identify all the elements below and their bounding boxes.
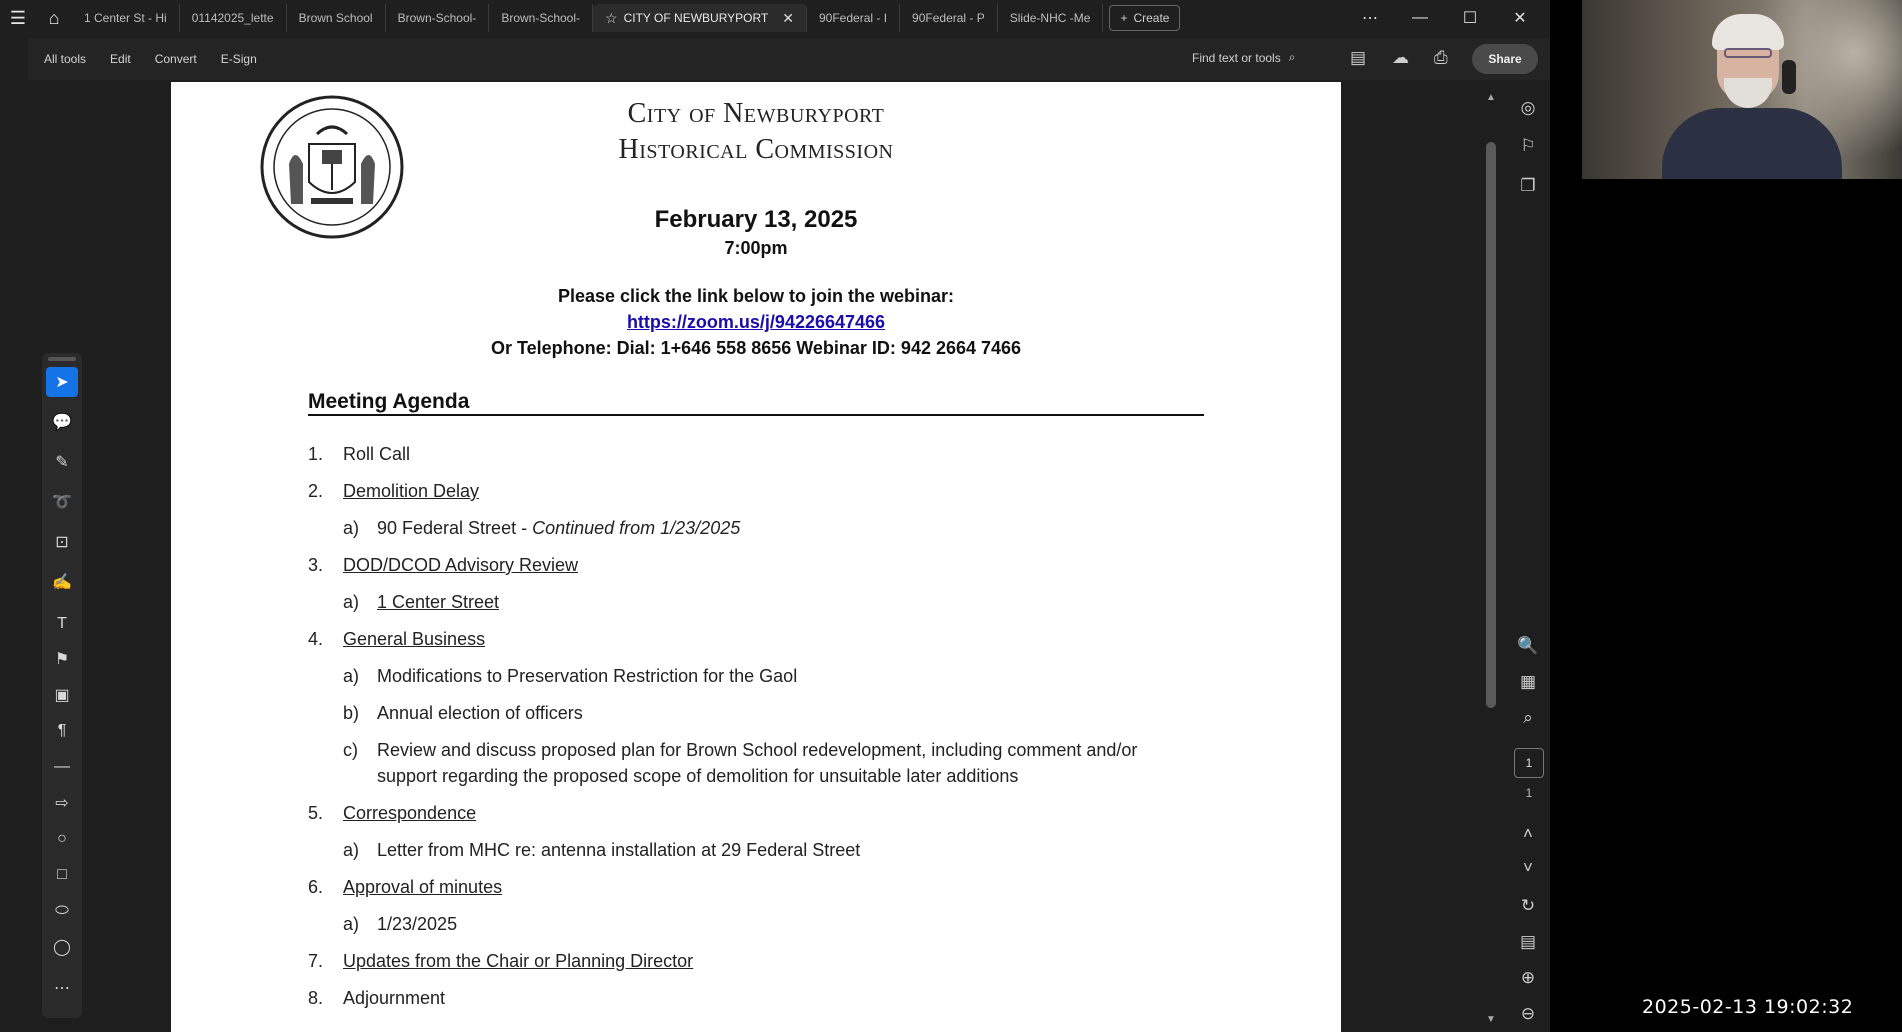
item-number: 7. [308,951,324,971]
telephone-info: Or Telephone: Dial: 1+646 558 8656 Webinar ID: 942 2664 7466 [490,338,1022,358]
zoom-out-icon[interactable]: ⊖ [1520,1004,1536,1023]
subitem-letter: a) [343,914,360,934]
subitem-text-line-1: Review and discuss proposed plan for Brown School redevelopment, including comment and/or [377,740,1138,760]
star-icon[interactable]: ☆ [605,9,618,26]
window-controls [1345,0,1545,36]
subitem-letter: a) [343,592,360,612]
export-pdf-icon[interactable]: ▦ [1519,672,1537,691]
line-tool-icon[interactable]: — [54,758,70,775]
subitem-main: 90 Federal Street - [377,518,533,538]
tab-4[interactable] [386,4,490,32]
tab-1[interactable] [72,4,180,32]
headset-icon [1782,60,1796,94]
participant-body [1662,108,1842,179]
previous-page-icon[interactable]: ˄ [1523,824,1533,843]
tab-label: CITY OF NEWBURYPORT [623,11,769,25]
subitem-continued: Continued from 1/23/2025 [532,518,741,538]
tab-label: Brown School [298,11,373,25]
lasso-draw-icon[interactable]: ➰ [52,494,72,511]
agenda-title: Meeting Agenda [308,390,470,413]
subitem-letter: a) [343,518,360,538]
ellipse-tool-icon[interactable]: ◯ [53,939,71,956]
create-button[interactable] [1109,5,1180,31]
find-tools-search[interactable] [1192,50,1295,65]
org-name-line-2: Historical Commission [618,134,894,165]
subitem-letter: c) [343,740,358,760]
ai-assistant-icon[interactable]: ◎ [1520,98,1536,117]
search-icon: ⌕ [1288,50,1296,64]
tab-bar [0,0,1550,36]
tab-label: Brown-School- [501,11,581,25]
create-label: Create [1133,11,1170,25]
subitem-text: Annual election of officers [377,703,583,723]
item-label: Demolition Delay [343,481,480,501]
tab-label: 90Federal - I [819,11,888,25]
close-window-icon[interactable]: ✕ [1513,10,1527,27]
find-in-document-icon[interactable]: 🔍 [1517,636,1539,655]
cloud-upload-icon[interactable]: ☁ [1392,48,1409,67]
rectangle-tool-icon[interactable]: □ [57,866,67,883]
tab-label: 01142025_lette [191,11,274,25]
tab-label: 90Federal - P [912,11,985,25]
zoom-in-icon[interactable]: ⊕ [1520,968,1536,987]
page-info-icon[interactable]: ▤ [1519,932,1537,951]
tab-label: Slide-NHC -Me [1009,11,1091,25]
plus-icon: + [1120,11,1128,25]
item-label: Adjournment [343,988,446,1008]
right-panel-rail [1506,82,1550,1032]
scroll-down-arrow-icon[interactable]: ▼ [1486,1014,1496,1025]
tab-2[interactable] [180,4,287,32]
menu-all-tools[interactable]: All tools [44,52,87,66]
bookmark-icon[interactable]: ⚑ [54,651,70,668]
item-number: 1. [308,444,324,464]
tab-8[interactable] [900,4,998,32]
subitem-text: Modifications to Preservation Restriction for the Gaol [377,666,798,686]
item-label: General Business [343,629,486,649]
webcam-video-feed [1582,0,1902,179]
tab-7[interactable] [807,4,900,32]
item-number: 3. [308,555,324,575]
edit-text-icon[interactable]: ¶ [57,722,67,739]
subitem-text: Letter from MHC re: antenna installation at 29 Federal Street [377,840,861,860]
org-name-line-1: City of Newburyport [627,98,885,129]
toolbar [28,38,1550,80]
subitem-text: 1 Center Street [377,592,500,612]
zoom-link[interactable]: https://zoom.us/j/94226647466 [626,312,886,332]
item-label: DOD/DCOD Advisory Review [343,555,579,575]
subitem-text-line-2: support regarding the proposed scope of demolition for unsuitable later additions [377,766,1019,786]
select-cursor-icon[interactable]: ➤ [46,367,78,397]
vertical-scrollbar[interactable] [1484,90,1498,1030]
maximize-icon[interactable]: ☐ [1462,10,1478,27]
tab-label: Brown-School- [397,11,477,25]
quick-tools-rail [42,353,82,1018]
polygon-tool-icon[interactable]: ⬭ [55,902,69,919]
add-text-icon[interactable]: T [57,615,67,632]
item-number: 5. [308,803,324,823]
scrollbar-thumb[interactable] [1486,142,1496,708]
arrow-tool-icon[interactable]: ⇨ [55,795,69,812]
text-recognition-icon[interactable]: ⊡ [55,534,69,551]
insert-image-icon[interactable]: ▣ [54,687,70,704]
next-page-icon[interactable]: ˅ [1523,858,1533,877]
subitem-letter: b) [343,703,360,723]
highlight-pen-icon[interactable]: ✎ [55,454,69,471]
total-pages: 1 [1525,786,1533,800]
find-tools-label: Find text or tools [1192,50,1281,65]
page-search-icon[interactable]: ⌕ [1523,708,1533,727]
meeting-time: 7:00pm [724,238,788,258]
current-page-input[interactable]: 1 [1514,748,1544,778]
tab-3[interactable] [287,4,386,32]
item-number: 6. [308,877,324,897]
bookmarks-panel-icon[interactable]: ⚐ [1520,136,1536,155]
item-label: Correspondence [343,803,477,823]
tab-label: 1 Center St - Hi [84,11,167,25]
subitem-text [377,518,740,539]
pages-panel-icon[interactable]: ❐ [1520,176,1536,195]
webinar-prompt: Please click the link below to join the webinar: [557,286,955,306]
item-label: Roll Call [343,444,411,464]
agenda-divider [308,414,1204,416]
menu-edit[interactable]: Edit [110,52,131,66]
document-area [28,82,1486,1032]
meeting-date: February 13, 2025 [654,206,858,233]
menu-esign[interactable]: E-Sign [220,52,257,66]
home-icon[interactable]: ⌂ [48,7,60,28]
scroll-up-arrow-icon[interactable]: ▲ [1486,92,1496,103]
more-options-icon[interactable]: ⋯ [1362,10,1378,27]
recording-timestamp: 2025-02-13 19:02:32 [1642,996,1854,1018]
tab-9[interactable] [998,4,1104,32]
more-tools-icon[interactable]: ⋯ [54,980,70,997]
sign-icon[interactable]: ✍ [52,574,72,591]
tab-active[interactable] [593,4,807,32]
save-icon[interactable]: ▤ [1350,48,1367,67]
close-icon[interactable]: ✕ [782,9,794,26]
item-label: Updates from the Chair or Planning Director [343,951,694,971]
tab-5[interactable] [489,4,593,32]
hamburger-menu-icon[interactable]: ☰ [9,7,27,28]
add-comment-icon[interactable]: 💬 [52,414,72,431]
subitem-text: 1/23/2025 [377,914,458,934]
rail-drag-handle[interactable] [48,357,76,361]
minimize-icon[interactable]: — [1412,9,1428,26]
item-number: 4. [308,629,324,649]
item-number: 2. [308,481,324,501]
pdf-page [171,82,1341,1032]
item-label: Approval of minutes [343,877,503,897]
participant-glasses [1724,48,1772,58]
circle-tool-icon[interactable]: ○ [57,830,67,847]
share-button[interactable]: Share [1472,44,1538,74]
subitem-letter: a) [343,666,360,686]
menu-convert[interactable]: Convert [154,52,197,66]
subitem-letter: a) [343,840,360,860]
print-icon[interactable]: ⎙ [1434,48,1448,67]
item-number: 8. [308,988,324,1008]
rotate-icon[interactable]: ↻ [1520,896,1536,915]
